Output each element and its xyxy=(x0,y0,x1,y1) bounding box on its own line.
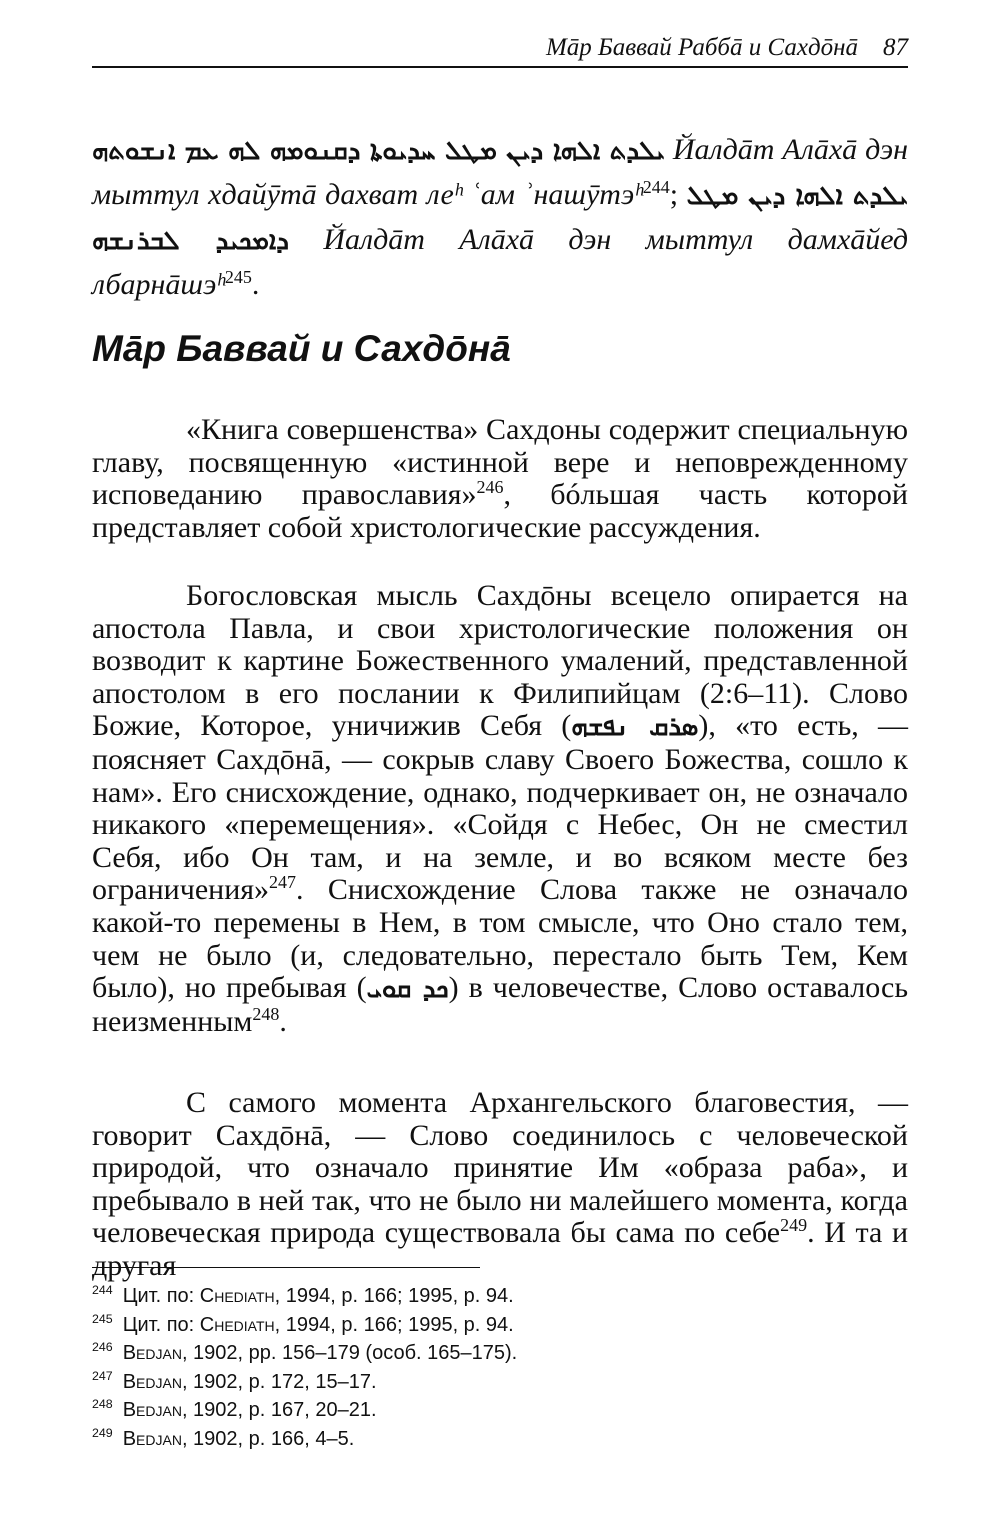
paragraph-text: ) в человечестве, Слово оставалось неизменным xyxy=(92,971,908,1038)
footnote-author: Bedjan xyxy=(122,1342,182,1364)
footnote-item xyxy=(92,1368,908,1397)
footnote-item xyxy=(92,1311,908,1340)
footnote-author: Chediath xyxy=(199,1313,275,1336)
footnote-prefix: Цит. по: xyxy=(122,1285,200,1307)
footnote-divider xyxy=(92,1267,480,1268)
footnote-ref-245[interactable]: 245 xyxy=(224,267,252,287)
transliteration-2: Йалдāт Алāхā дэн мыттул дамхāйед лбарнāшэʰ xyxy=(92,223,908,301)
paragraph-text: . Снисхождение Слова также не означало какой-то перемены в Нем, в том смысле, что Оно стало тем, чем не было (и, следовательно, перестало быть Тем, Кем было), но пребывая ( xyxy=(92,873,908,1005)
page-number: 87 xyxy=(883,34,908,61)
transliteration-1: Йалдāт Алāхā дэн мыттул хдайӯтā дахват леʰ ʿам ʾнашӯтэʰ xyxy=(92,133,909,211)
footnote-item xyxy=(92,1282,908,1311)
footnote-author: Bedjan xyxy=(122,1399,182,1421)
footnote-author: Chediath xyxy=(199,1285,275,1307)
paragraph-1 xyxy=(92,414,908,544)
footnote-ref-247[interactable]: 247 xyxy=(269,872,297,893)
running-head-title: Мāр Баввай Раббā и Сахдōнā xyxy=(545,34,858,61)
footnote-citation: , 1902, p. 166, 4–5. xyxy=(181,1427,355,1450)
footnote-prefix: Цит. по: xyxy=(122,1313,200,1336)
footnote-number: 249 xyxy=(92,1425,113,1440)
footnote-number: 246 xyxy=(92,1340,113,1355)
verse-end: . xyxy=(251,268,260,301)
footnote-ref-246[interactable]: 246 xyxy=(476,477,504,498)
syriac-text-2: ܝܠܕܬ ܐܠܗܐ ܕܝܢ ܡܛܠ ܕܐܡܟܝܕ ܠܒܪܢܫܗ xyxy=(92,181,908,256)
footnote-number: 247 xyxy=(92,1368,113,1383)
footnote-citation: , 1902, pp. 156–179 (особ. 165–175). xyxy=(181,1342,518,1364)
section-heading: Мāр Баввай и Сахдōнā xyxy=(92,328,511,369)
paragraph-text: ), «то есть, — поясняет Сахдōнā, — сокрыв славу Своего Божества, сошло к нам». Его снисхождение, однако, подчеркивает он, не означало никакого «перемещения». «Сойдя с Небес, Он не сместил Себя, ибо Он там, и на земле, и во всяком месте без ограничения» xyxy=(92,709,909,907)
footnote-number: 245 xyxy=(92,1311,113,1326)
footnote-ref-244[interactable]: 244 xyxy=(642,177,670,197)
syriac-inline: ܣܪܩ ܢܦܫܗ xyxy=(571,712,699,743)
syriac-quotation xyxy=(92,128,908,307)
syriac-text-1: ܝܠܕܬ ܐܠܗܐ ܕܝܢ ܡܛܠ ܚܕܝܘܬܐ ܕܩܢܘܡܗ ܠܗ ܥܡ ܐܢܫܘܬܗ xyxy=(92,136,665,166)
footnote-author: Bedjan xyxy=(122,1370,182,1393)
footnote-ref-249[interactable]: 249 xyxy=(780,1215,808,1236)
footnote-item xyxy=(92,1339,908,1368)
paragraph-text: Богословская мысль Сахдōны всецело опирается на апостола Павла, и свои христологические положения он возводит к картине Божественного умалений, представленной апостолом в его послании к Филипийцам (2:6–11). Слово Божие, Которое, уничижив Себя ( xyxy=(92,579,908,743)
footnote-citation: , 1902, p. 167, 20–21. xyxy=(181,1399,377,1421)
running-head xyxy=(92,30,908,68)
footnote-citation: , 1994, p. 166; 1995, p. 94. xyxy=(274,1313,514,1336)
footnote-citation: , 1994, p. 166; 1995, p. 94. xyxy=(274,1285,514,1307)
footnote-citation: , 1902, p. 172, 15–17. xyxy=(181,1370,377,1393)
paragraph-text: «Книга совершенства» Сахдоны содержит специальную главу, посвященную «истинной вере и неповрежденному исповеданию православия» xyxy=(92,413,908,512)
footnote-item xyxy=(92,1396,908,1425)
footnote-ref-248[interactable]: 248 xyxy=(252,1003,280,1024)
paragraph-text: . И та и другая xyxy=(92,1216,908,1282)
paragraph-text: С самого момента Архангельского благовестия, — говорит Сахдōнā, — Слово соединилось с человеческой природой, что означало принятие Им «образа раба», и пребывало в ней так, что не было ни малейшего момента, когда человеческая природа существовала бы сама по себе xyxy=(92,1086,908,1250)
footnote-author: Bedjan xyxy=(122,1427,182,1450)
syriac-inline: ܟܕ ܩܘܝ xyxy=(366,974,449,1005)
separator: ; xyxy=(669,178,687,211)
paragraph-text: . xyxy=(279,1004,287,1038)
paragraph-text: , бóльшая часть которой представляет собой христологические рассуждения. xyxy=(92,478,908,544)
footnote-item xyxy=(92,1425,908,1454)
footnote-number: 248 xyxy=(92,1397,113,1412)
footnote-number: 244 xyxy=(92,1283,113,1298)
paragraph-3 xyxy=(92,1087,908,1283)
footnotes-list xyxy=(92,1282,908,1453)
paragraph-2 xyxy=(92,580,908,1038)
